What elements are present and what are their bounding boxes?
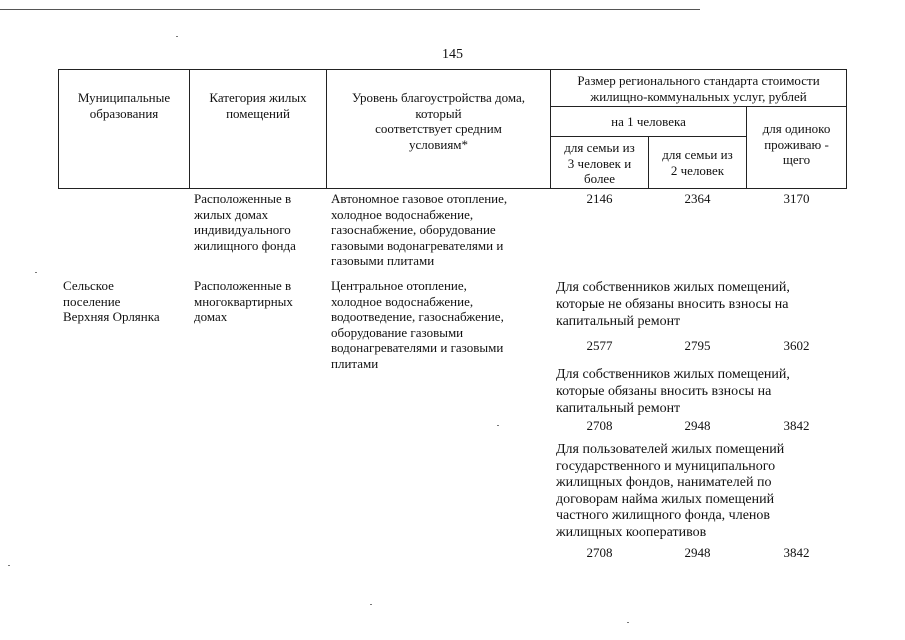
group1-label: Для собственников жилых помещений, которые не обязаны вносить взносы на капитальный ремонт [556,280,790,329]
scan-speck [627,622,629,623]
header-category: Категория жилых помещений [209,90,307,121]
page-number: 145 [442,47,463,62]
group2-label: Для собственников жилых помещений, которые обязаны вносить взносы на капитальный ремонт [556,367,790,416]
municipality-name: Сельское поселение Верхняя Орлянка [63,278,160,324]
group2-value-family2: 2948 [684,418,711,433]
group3-value-family2: 2948 [684,545,711,560]
group1-value-family3: 2577 [586,338,613,353]
group2-value-family3: 2708 [586,418,613,433]
group3-value-single: 3842 [783,545,810,560]
header-per-person: на 1 человека [611,114,686,129]
header-family-3: для семьи из 3 человек и более [564,140,635,186]
header-bottom-border [58,188,846,189]
row1-level: Автономное газовое отопление, холодное водоснабжение, газоснабжение, оборудование газовыми водонагревателями и газовыми плитами [331,191,508,268]
scan-speck [35,272,37,273]
size-subheader-line [550,106,846,107]
header-single: для одиноко проживаю - щего [762,121,831,167]
table-top-border [58,69,846,70]
row1-value-family3: 2146 [586,191,613,206]
header-municipal: Муниципальные образования [77,90,171,121]
col-border-left [58,69,59,189]
scan-edge-line [0,9,700,10]
group2-value-single: 3842 [783,418,810,433]
scan-speck [8,565,10,566]
group3-value-family3: 2708 [586,545,613,560]
col-border-right [846,69,847,189]
scan-speck [370,604,372,605]
group1-value-family2: 2795 [684,338,711,353]
col-border-1 [189,69,190,189]
row1-value-single: 3170 [783,191,810,206]
scan-speck [176,36,178,37]
row1-value-family2: 2364 [684,191,711,206]
header-improvement-level: Уровень благоустройства дома, который соответствует средним условиям* [351,90,526,152]
row2-category: Расположенные в многоквартирных домах [194,278,293,324]
row2-level: Центральное отопление, холодное водоснабжение, водоотведение, газоснабжение, оборудование газовыми водонагревателями и газовыми плитами [331,278,504,371]
group1-value-single: 3602 [783,338,810,353]
row1-category: Расположенные в жилых домах индивидуального жилищного фонда [194,191,296,253]
header-standard-size: Размер регионального стандарта стоимости жилищно-коммунальных услуг, рублей [577,73,820,104]
header-family-2: для семьи из 2 человек [662,147,733,178]
scan-speck [497,425,499,426]
group3-label: Для пользователей жилых помещений государственного и муниципального жилищных фондов, нанимателей по договорам найма жилых помещений частного жилищного фонда, членов жилищных кооперативов [556,442,785,540]
